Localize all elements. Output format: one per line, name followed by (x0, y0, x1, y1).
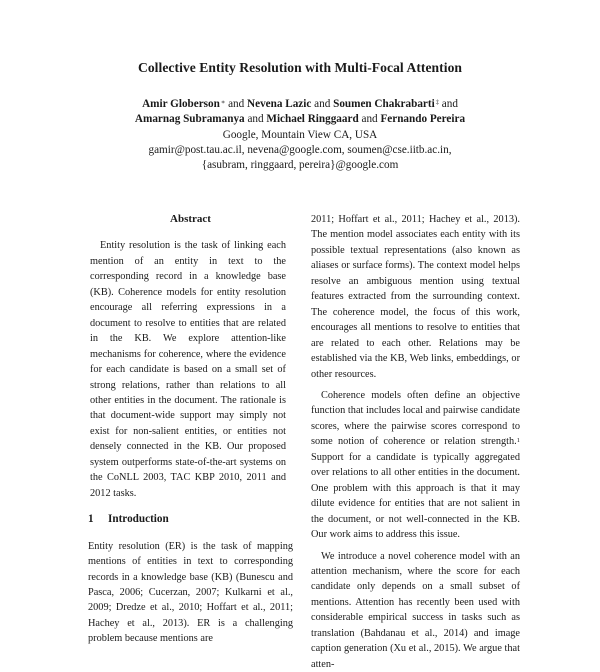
author-line-1 (0, 97, 600, 112)
author-name: Nevena Lazic (247, 98, 312, 110)
body-paragraph: 2011; Hoffart et al., 2011; Hachey et al., 2013). The mention model associates each entity with its possible textual representations (also known as aliases or surface forms). The context model helps resolve an ambiguous mention using textual features extracted from the surrounding context. The coherence model, the focus of this work, encourages all mentions to resolve to entities that are related to each other. Relations may be established via the KB, Web links, embeddings, or other resources. (311, 214, 520, 380)
right-column (311, 212, 520, 672)
author-footnote-mark: ‡ (435, 99, 439, 106)
author-name: Amir Globerson (142, 98, 220, 110)
author-conjunction: and (438, 98, 458, 110)
author-conjunction: and (311, 98, 334, 110)
author-emails-2: {asubram, ringgaard, pereira}@google.com (201, 159, 399, 172)
abstract-text: Entity resolution is the task of linking each mention of an entity in text to the corresponding record in a knowledge base (KB). Coherence models for entity resolution encourage all referring expressions in a document to resolve to entities that are related in the KB. We explore attention-like mechanisms for coherence, where the evidence for each candidate is based on a small set of strong relations, rather than relations to all other entities in the document. The rationale is that document-wide support may simply not exist for non-salient entities, or entities not densely connected in the KB. Our proposed system outperforms state-of-the-art systems on the CoNLL 2003, TAC KBP 2010, 2011 and 2012 tasks. (90, 240, 286, 499)
left-column (88, 212, 293, 647)
author-footnote-mark: ∗ (220, 99, 226, 106)
author-name: Soumen Chakrabarti (333, 98, 435, 110)
author-conjunction: and (244, 113, 267, 126)
section-heading (88, 512, 293, 527)
paper-title: Collective Entity Resolution with Multi-Focal Attention (137, 60, 463, 75)
author-name: Fernando Pereira (380, 113, 466, 126)
body-paragraph (311, 388, 520, 543)
author-conjunction: and (225, 98, 248, 110)
author-line-2 (0, 112, 600, 127)
footnote-marker[interactable]: 1 (516, 437, 520, 445)
abstract-heading: Abstract (170, 213, 211, 225)
section-number: 1 (88, 513, 94, 526)
author-conjunction: and (358, 113, 381, 126)
author-block (0, 97, 600, 173)
author-name: Michael Ringgaard (266, 113, 359, 126)
body-paragraph: Entity resolution (ER) is the task of mapping mentions of entities in text to corresponding records in a knowledge base (KB) (Bunescu and Pasca, 2006; Cucerzan, 2007; Kulkarni et al., 2009; Dredze et al., 2010; Hoffart et al., 2011; Hachey et al., 2013). ER is a challenging problem because mentions are (88, 540, 293, 645)
affiliation: Google, Mountain View CA, USA (222, 128, 378, 141)
section-title: Introduction (108, 513, 169, 526)
paragraph-text: Support for a candidate is typically aggregated over relations to all other entities in the document. One problem with this approach is that it may dilute evidence for entities that are not salient in the document, or not well-connected in the KB. Our work aims to address this issue. (311, 451, 520, 541)
paragraph-text: Coherence models often define an objective function that includes local and pairwise candidate scores, where the pairwise scores correspond to some notion of coherence or relation strength. (311, 389, 520, 448)
author-emails-1: gamir@post.tau.ac.il, nevena@google.com, soumen@cse.iitb.ac.in, (148, 143, 452, 156)
author-name: Amarnag Subramanya (134, 113, 245, 126)
body-paragraph: We introduce a novel coherence model with an attention mechanism, where the score for each candidate only depends on a small subset of mentions. Attention has recently been used with considerable empirical success in tasks such as translation (Bahdanau et al., 2014) and image caption generation (Xu et al., 2015). We argue that atten- (311, 550, 520, 670)
